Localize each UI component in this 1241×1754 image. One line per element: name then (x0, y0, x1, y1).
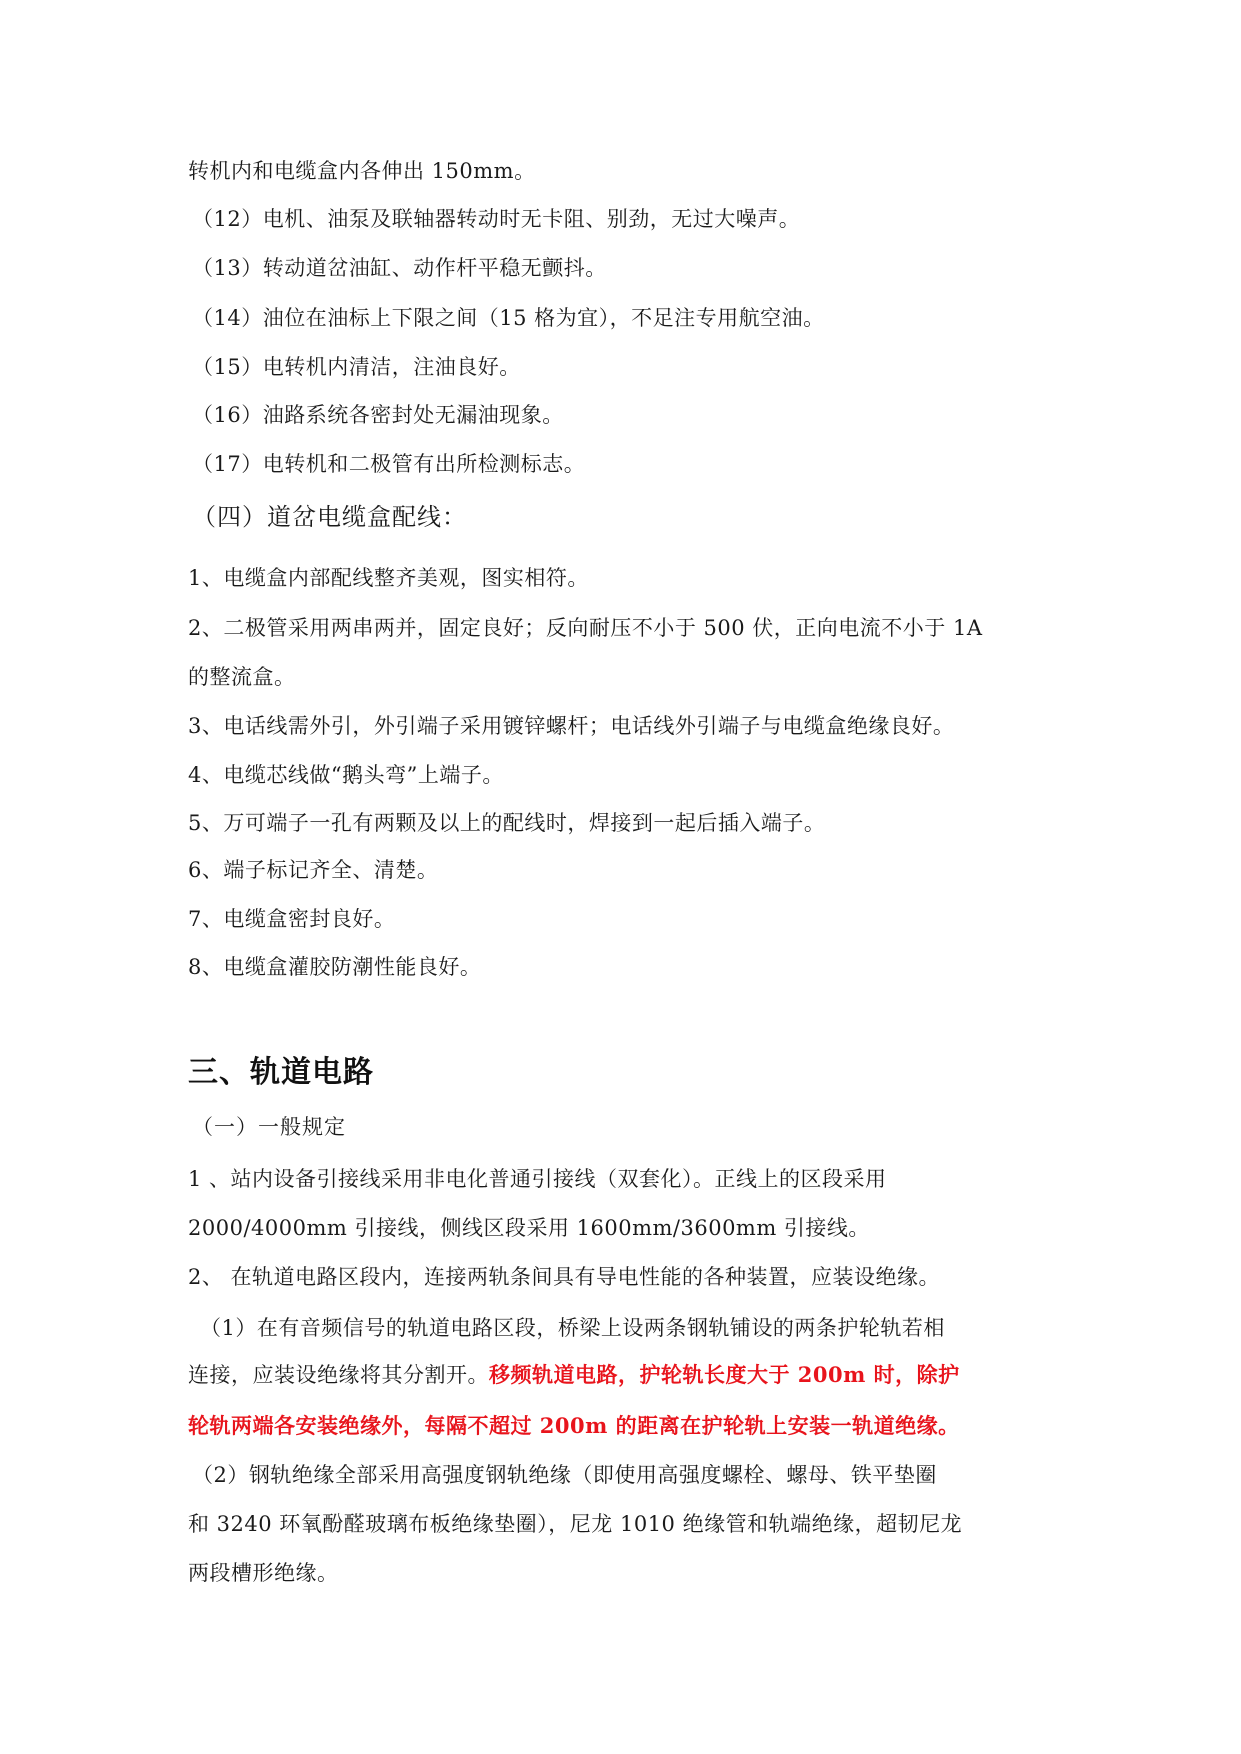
list-item: 5、万可端子一孔有两颗及以上的配线时，焊接到一起后插入端子。 (188, 811, 826, 835)
list-item: 1、电缆盒内部配线整齐美观，图实相符。 (188, 566, 589, 590)
list-item: 3、电话线需外引，外引端子采用镀锌螺杆；电话线外引端子与电缆盒绝缘良好。 (188, 714, 955, 738)
text-normal: 连接，应装设绝缘将其分割开。 (188, 1363, 489, 1387)
text-line: 和 3240 环氧酚醛玻璃布板绝缘垫圈），尼龙 1010 绝缘管和轨端绝缘，超韧尼龙 (188, 1512, 963, 1536)
text-line: （17）电转机和二极管有出所检测标志。 (192, 452, 586, 476)
section-heading: 三、轨道电路 (188, 1055, 374, 1090)
text-line: （2）钢轨绝缘全部采用高强度钢轨绝缘（即使用高强度螺栓、螺母、铁平垫圈 (192, 1463, 937, 1487)
highlighted-text-line: 轮轨两端各安装绝缘外，每隔不超过 200m 的距离在护轮轨上安装一轨道绝缘。 (188, 1413, 960, 1438)
text-line: 两段槽形绝缘。 (188, 1561, 339, 1585)
list-item: 4、电缆芯线做“鹅头弯”上端子。 (188, 763, 504, 787)
list-item: 8、电缆盒灌胶防潮性能良好。 (188, 955, 482, 979)
text-line: （12）电机、油泵及联轴器转动时无卡阻、别劲，无过大噪声。 (192, 207, 801, 231)
list-item: 6、端子标记齐全、清楚。 (188, 858, 439, 882)
text-line: 转机内和电缆盒内各伸出 150mm。 (188, 159, 536, 183)
sub-heading: （一）一般规定 (192, 1115, 346, 1139)
text-line: 2000/4000mm 引接线，侧线区段采用 1600mm/3600mm 引接线。 (188, 1216, 870, 1240)
text-line: （14）油位在油标上下限之间（15 格为宜），不足注专用航空油。 (192, 306, 825, 330)
mixed-text-line (188, 1360, 960, 1390)
sub-heading: （四）道岔电缆盒配线： (192, 503, 467, 531)
list-item-continuation: 的整流盒。 (188, 665, 296, 689)
list-item: 2、二极管采用两串两并，固定良好；反向耐压不小于 500 伏，正向电流不小于 1A (188, 616, 983, 640)
text-line: 1 、站内设备引接线采用非电化普通引接线（双套化）。正线上的区段采用 (188, 1167, 887, 1191)
text-line: （15）电转机内清洁，注油良好。 (192, 355, 521, 379)
text-line: （13）转动道岔油缸、动作杆平稳无颤抖。 (192, 256, 607, 280)
text-line: 2、 在轨道电路区段内，连接两轨条间具有导电性能的各种装置，应装设绝缘。 (188, 1265, 941, 1289)
text-line: （1）在有音频信号的轨道电路区段，桥梁上设两条钢轨铺设的两条护轮轨若相 (200, 1316, 945, 1340)
highlighted-text: 移频轨道电路，护轮轨长度大于 200m 时，除护 (489, 1362, 960, 1387)
text-line: （16）油路系统各密封处无漏油现象。 (192, 403, 564, 427)
list-item: 7、电缆盒密封良好。 (188, 907, 396, 931)
